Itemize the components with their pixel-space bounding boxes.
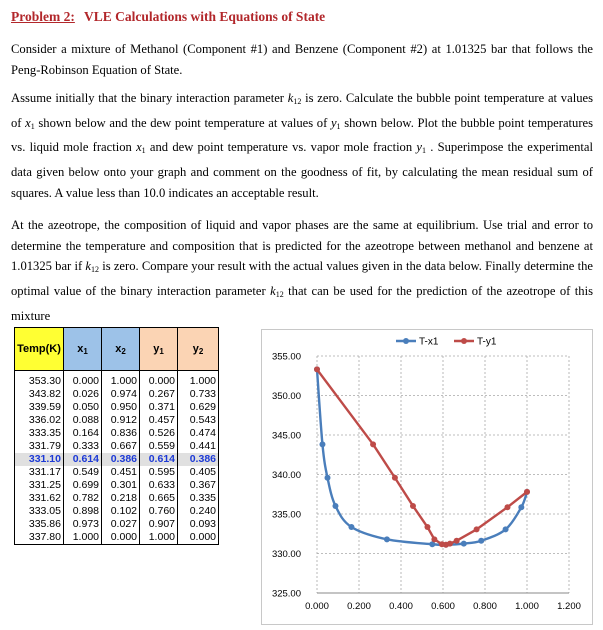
table-row: [15, 375, 219, 388]
p3-k2-sub: 12: [275, 290, 284, 300]
header-x2-sub: 2: [121, 346, 126, 356]
cell-y2: 1.000: [178, 375, 219, 388]
p3-text-3: that can be used for the prediction of the azeotrope of this mixture: [11, 284, 594, 323]
cell-x2: 0.386: [102, 453, 140, 466]
cell-x1: 1.000: [64, 531, 102, 545]
cell-x2: 0.667: [102, 440, 140, 453]
table-row: [15, 518, 219, 531]
cell-temp: 331.17: [15, 466, 64, 479]
cell-y2: 0.386: [178, 453, 219, 466]
p3-k-sub: 12: [90, 265, 99, 275]
cell-y1: 0.000: [140, 375, 178, 388]
paragraph-bubble-dew: [11, 88, 593, 204]
cell-y2: 0.733: [178, 388, 219, 401]
p2-text-3: shown below and the dew point temperature at values of: [34, 115, 331, 130]
header-temp: Temp(K): [15, 328, 64, 371]
problem-number: Problem 2:: [11, 9, 75, 24]
problem-title: VLE Calculations with Equations of State: [84, 9, 326, 24]
data-point-t-y1: [447, 541, 453, 547]
cell-temp: 331.25: [15, 479, 64, 492]
cell-temp: 331.79: [15, 440, 64, 453]
cell-y1: 0.267: [140, 388, 178, 401]
cell-x2: 0.974: [102, 388, 140, 401]
cell-x1: 0.614: [64, 453, 102, 466]
table-row: [15, 388, 219, 401]
y-tick-label: 350.00: [271, 391, 301, 402]
vle-data-table: [14, 327, 219, 545]
data-point-t-y1: [524, 489, 530, 495]
table-row: [15, 401, 219, 414]
data-point-t-y1: [424, 524, 430, 530]
cell-y1: 0.760: [140, 505, 178, 518]
data-point-t-x1: [384, 536, 390, 542]
cell-temp: 333.35: [15, 427, 64, 440]
data-point-t-y1: [392, 475, 398, 481]
data-point-t-x1: [325, 475, 331, 481]
header-x1-sub: 1: [83, 346, 88, 356]
data-point-t-x1: [319, 441, 325, 447]
cell-x2: 1.000: [102, 375, 140, 388]
cell-x1: 0.050: [64, 401, 102, 414]
header-y2-var: y: [192, 342, 199, 355]
data-point-t-x1: [461, 541, 467, 547]
header-x1-var: x: [77, 342, 84, 355]
data-point-t-y1: [431, 536, 437, 542]
header-x2-var: x: [115, 342, 122, 355]
cell-y1: 0.633: [140, 479, 178, 492]
cell-y1: 0.595: [140, 466, 178, 479]
problem-heading: [11, 9, 325, 25]
p2-y2-var: y: [416, 140, 422, 155]
table-row: [15, 531, 219, 545]
cell-y1: 0.559: [140, 440, 178, 453]
vle-chart: [261, 329, 593, 625]
legend-marker: [461, 338, 467, 344]
cell-x1: 0.333: [64, 440, 102, 453]
cell-temp: 331.10: [15, 453, 64, 466]
x-tick-label: 1.000: [515, 601, 539, 612]
cell-x2: 0.950: [102, 401, 140, 414]
x-tick-label: 0.200: [347, 601, 371, 612]
cell-x1: 0.973: [64, 518, 102, 531]
table-header-row: [15, 328, 219, 371]
cell-y2: 0.543: [178, 414, 219, 427]
data-point-t-x1: [478, 538, 484, 544]
data-point-t-y1: [504, 504, 510, 510]
p2-x-var: x: [25, 115, 31, 130]
cell-x1: 0.026: [64, 388, 102, 401]
chart-svg: [262, 330, 592, 624]
header-y2-sub: 2: [198, 346, 204, 356]
p2-text-5: and dew point temperature vs. vapor mole fraction: [145, 140, 417, 155]
data-point-t-x1: [332, 503, 338, 509]
cell-x1: 0.164: [64, 427, 102, 440]
p3-k-var: k: [85, 259, 91, 274]
paragraph-intro: Consider a mixture of Methanol (Component #1) and Benzene (Component #2) at 1.01325 bar that follows the Peng-Robinson Equation of State.: [11, 42, 593, 77]
cell-y2: 0.474: [178, 427, 219, 440]
cell-temp: 353.30: [15, 375, 64, 388]
cell-x2: 0.912: [102, 414, 140, 427]
cell-y2: 0.367: [178, 479, 219, 492]
cell-x1: 0.000: [64, 375, 102, 388]
cell-y1: 1.000: [140, 531, 178, 545]
cell-x2: 0.102: [102, 505, 140, 518]
p3-text-2: is zero. Compare your result with the actual values given in the data below. Finally determine the optimal value of the binary interaction parameter: [11, 259, 593, 299]
cell-y1: 0.907: [140, 518, 178, 531]
p2-y-sub: 1: [336, 121, 341, 131]
header-y1-var: y: [153, 342, 160, 355]
x-tick-label: 0.000: [305, 601, 329, 612]
data-point-t-x1: [348, 524, 354, 530]
p2-k-sub: 12: [293, 97, 302, 106]
header-x1: [64, 328, 102, 371]
p2-text-6: . Superimpose the experimental data given below onto your graph and comment on the goodness of fit, by calculating the mean residual sum of squares. A value less than 10.0 indicates an acceptable result.: [11, 140, 594, 200]
x-tick-label: 0.800: [473, 601, 497, 612]
table-row: [15, 492, 219, 505]
cell-temp: 343.82: [15, 388, 64, 401]
table-row: [15, 414, 219, 427]
data-point-t-y1: [314, 366, 320, 372]
cell-y2: 0.441: [178, 440, 219, 453]
x-tick-label: 1.200: [557, 601, 581, 612]
table-row: [15, 466, 219, 479]
cell-temp: 331.62: [15, 492, 64, 505]
cell-temp: 333.05: [15, 505, 64, 518]
table-row: [15, 453, 219, 466]
table-row: [15, 505, 219, 518]
cell-y1: 0.457: [140, 414, 178, 427]
p2-y2-sub: 1: [422, 146, 426, 156]
p2-text-4: shown below. Plot the bubble point temperatures vs. liquid mole fraction: [11, 115, 594, 155]
cell-y1: 0.665: [140, 492, 178, 505]
legend-label: T-x1: [419, 336, 439, 348]
cell-temp: 339.59: [15, 401, 64, 414]
cell-temp: 336.02: [15, 414, 64, 427]
legend-label: T-y1: [477, 336, 497, 348]
cell-x2: 0.301: [102, 479, 140, 492]
cell-x2: 0.000: [102, 531, 140, 545]
cell-y1: 0.614: [140, 453, 178, 466]
p2-text-1: Assume initially that the binary interaction parameter: [11, 91, 288, 105]
cell-y2: 0.405: [178, 466, 219, 479]
p2-text-2: is zero. Calculate the bubble point temperature at values of: [11, 91, 593, 130]
data-point-t-y1: [454, 538, 460, 544]
cell-y2: 0.335: [178, 492, 219, 505]
p2-x-sub: 1: [30, 121, 35, 131]
p2-x2-sub: 1: [141, 146, 146, 156]
p3-k2-var: k: [270, 284, 276, 299]
data-point-t-y1: [370, 441, 376, 447]
p3-text-1: At the azeotrope, the composition of liquid and vapor phases are the same at equilibrium. Use trial and error to determine the temperature and composition that is predicted for the azeotrope between methanol and benzene at 1.01325 bar if: [11, 218, 593, 274]
cell-x2: 0.027: [102, 518, 140, 531]
cell-temp: 335.86: [15, 518, 64, 531]
cell-x2: 0.218: [102, 492, 140, 505]
p2-y-var: y: [330, 115, 337, 130]
data-point-t-y1: [410, 503, 416, 509]
y-tick-label: 355.00: [271, 351, 301, 363]
cell-y2: 0.629: [178, 401, 219, 414]
cell-x1: 0.898: [64, 505, 102, 518]
table-row: [15, 440, 219, 453]
cell-y2: 0.000: [178, 531, 219, 545]
header-y2: [178, 328, 219, 371]
x-tick-label: 0.600: [431, 601, 455, 612]
cell-x1: 0.088: [64, 414, 102, 427]
data-point-t-x1: [503, 526, 509, 532]
table-row: [15, 479, 219, 492]
cell-x1: 0.549: [64, 466, 102, 479]
cell-y1: 0.526: [140, 427, 178, 440]
legend-marker: [403, 338, 409, 344]
cell-y1: 0.371: [140, 401, 178, 414]
cell-temp: 337.80: [15, 531, 64, 545]
p2-x2-var: x: [136, 140, 142, 155]
cell-y2: 0.240: [178, 505, 219, 518]
cell-x1: 0.699: [64, 479, 102, 492]
header-x2: [102, 328, 140, 371]
cell-x2: 0.451: [102, 466, 140, 479]
header-y1-sub: 1: [159, 346, 164, 356]
table-row: [15, 427, 219, 440]
cell-y2: 0.093: [178, 518, 219, 531]
data-point-t-x1: [518, 504, 524, 510]
y-tick-label: 335.00: [271, 509, 301, 521]
cell-x1: 0.782: [64, 492, 102, 505]
header-y1: [140, 328, 178, 371]
table-body: [15, 371, 219, 545]
y-tick-label: 330.00: [271, 549, 301, 560]
data-point-t-y1: [474, 526, 480, 532]
y-tick-label: 345.00: [271, 430, 301, 442]
p2-k-var: k: [287, 91, 294, 105]
cell-x2: 0.836: [102, 427, 140, 440]
paragraph-azeotrope: [11, 215, 593, 327]
y-tick-label: 340.00: [271, 470, 301, 481]
y-tick-label: 325.00: [271, 588, 301, 600]
x-tick-label: 0.400: [389, 601, 413, 612]
